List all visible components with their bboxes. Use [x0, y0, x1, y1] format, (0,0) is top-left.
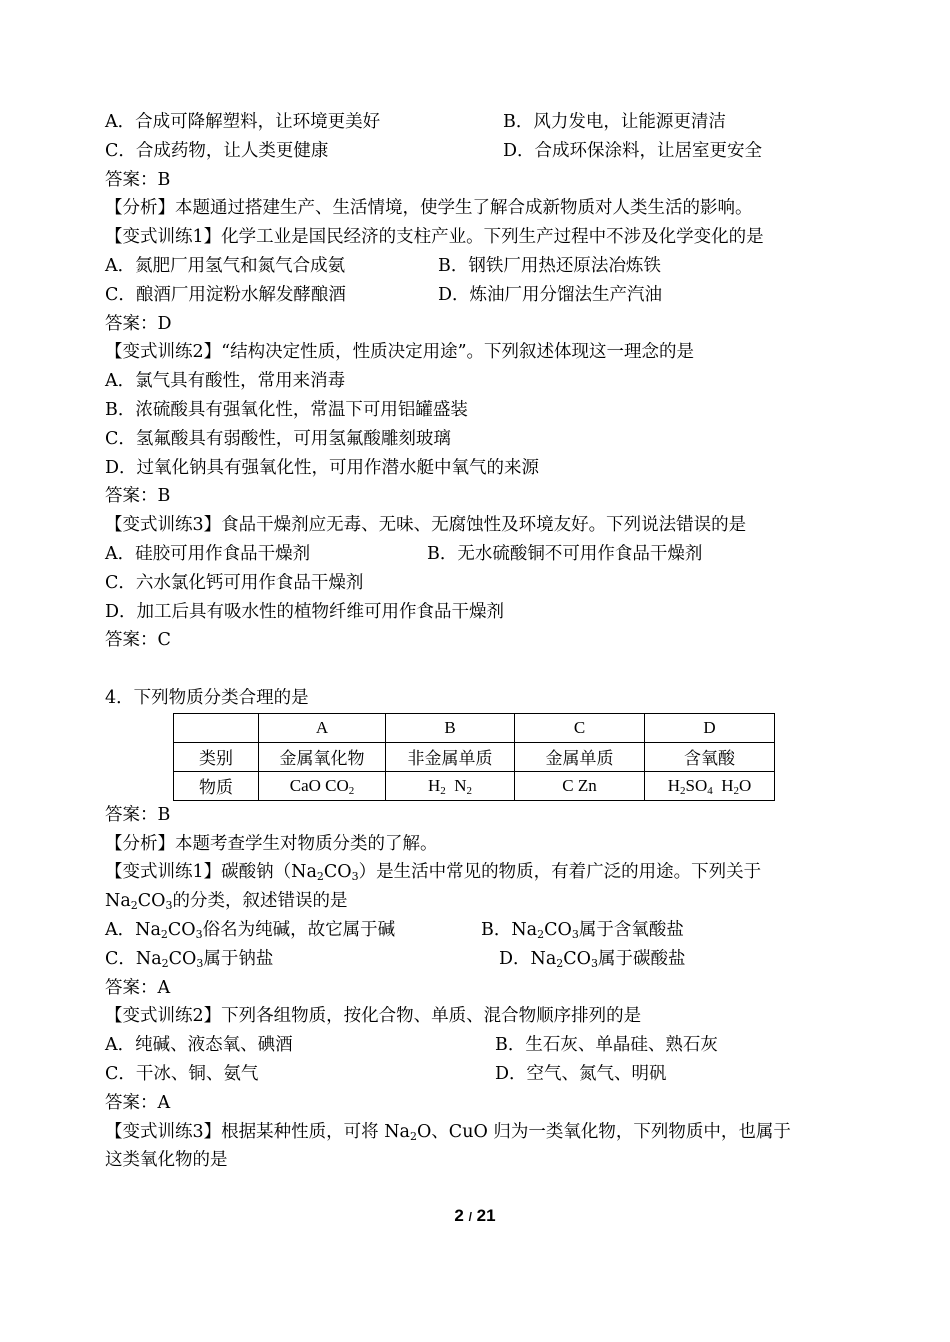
option-c: C．干冰、铜、氨气	[105, 1063, 259, 1084]
option-a: A．$Na_2CO_3$俗名为纯碱，故它属于碱	[105, 919, 396, 941]
variant-question: 【变式训练2】“结构决定性质，性质决定用途”。下列叙述体现这一理念的是	[105, 342, 695, 363]
option-b: B．生石灰、单晶硅、熟石灰	[495, 1035, 718, 1056]
table-row	[174, 771, 775, 800]
table-cell: C Zn	[515, 771, 645, 800]
option-b: B．钢铁厂用热还原法冶炼铁	[438, 255, 661, 276]
option-line	[105, 108, 855, 137]
option-c: C．合成药物，让人类更健康	[105, 140, 329, 161]
variant-question: 【变式训练1】碳酸钠$(Na_2CO_3)$是生活中常见的物质，有着广泛的用途。下列关于	[105, 862, 762, 884]
option-line	[105, 281, 855, 310]
option-b: B．无水硫酸铜不可用作食品干燥剂	[427, 543, 703, 564]
answer-line: 答案：B	[105, 804, 171, 825]
answer-line: 答案：B	[105, 486, 171, 507]
variant-question: 【变式训练2】下列各组物质，按化合物、单质、混合物顺序排列的是	[105, 1006, 642, 1027]
table-cell: $H_2$ $N_2$	[386, 771, 515, 800]
option-line	[105, 252, 855, 281]
option-b: B．风力发电，让能源更清洁	[503, 112, 726, 132]
option-d: D．加工后具有吸水性的植物纤维可用作食品干燥剂	[105, 601, 505, 622]
option-d: D．$Na_2CO_3$属于碳酸盐	[499, 948, 686, 970]
table-cell: A	[259, 713, 386, 742]
option-a: A．合成可降解塑料，让环境更美好	[105, 112, 381, 132]
question-4: 4．下列物质分类合理的是	[105, 687, 309, 708]
table-cell: $H_2SO_4$ $H_2O$	[645, 771, 775, 800]
answer-line: 答案：D	[105, 313, 172, 334]
option-c: C．氢氟酸具有弱酸性，可用氢氟酸雕刻玻璃	[105, 428, 451, 449]
answer-line: 答案：A	[105, 1092, 171, 1113]
table-cell	[174, 713, 259, 742]
variant-question: 【变式训练1】化学工业是国民经济的支柱产业。下列生产过程中不涉及化学变化的是	[105, 227, 764, 248]
table-row	[174, 742, 775, 771]
table-row	[174, 713, 775, 742]
page-number: 2 / 21	[454, 1206, 496, 1225]
option-d: D．炼油厂用分馏法生产汽油	[438, 284, 663, 305]
option-line	[105, 945, 855, 974]
option-b: B．$Na_2CO_3$属于含氧酸盐	[481, 919, 684, 941]
option-c: C．$Na_2CO_3$属于钠盐	[105, 948, 274, 970]
answer-line: 答案：B	[105, 169, 171, 190]
document-page	[105, 108, 855, 1175]
variant-question: 【变式训练3】根据某种性质，可将 $Na_2O$、CuO 归为一类氧化物，下列物质中，也属于	[105, 1121, 791, 1143]
option-c: C．酿酒厂用淀粉水解发酵酿酒	[105, 284, 346, 305]
option-d: D．空气、氮气、明矾	[495, 1063, 667, 1084]
analysis-line: 【分析】本题通过搭建生产、生活情境，使学生了解合成新物质对人类生活的影响。	[105, 198, 753, 219]
option-a: A．硅胶可用作食品干燥剂	[105, 543, 311, 564]
variant-question-cont: $Na_2CO_3$的分类，叙述错误的是	[105, 891, 348, 913]
table-cell: CaO $CO_2$	[259, 771, 386, 800]
analysis-line: 【分析】本题考查学生对物质分类的了解。	[105, 833, 438, 854]
table-cell: 金属单质	[515, 742, 645, 771]
option-c: C．六水氯化钙可用作食品干燥剂	[105, 572, 364, 593]
table-cell: 非金属单质	[386, 742, 515, 771]
table-cell: 类别	[174, 742, 259, 771]
option-a: A．氮肥厂用氢气和氮气合成氨	[105, 255, 346, 276]
classification-table	[173, 713, 775, 801]
option-d: D．合成环保涂料，让居室更安全	[503, 140, 763, 161]
table-cell: 金属氧化物	[259, 742, 386, 771]
option-line	[105, 916, 855, 945]
option-d: D．过氧化钠具有强氧化性，可用作潜水艇中氧气的来源	[105, 457, 540, 478]
table-cell: C	[515, 713, 645, 742]
option-line	[105, 137, 855, 166]
option-line	[105, 1060, 855, 1089]
table-cell: 含氧酸	[645, 742, 775, 771]
table-cell: 物质	[174, 771, 259, 800]
option-b: B．浓硫酸具有强氧化性，常温下可用铝罐盛装	[105, 399, 468, 420]
table-cell: D	[645, 713, 775, 742]
answer-line: 答案：C	[105, 630, 171, 651]
option-line	[105, 1031, 855, 1060]
option-line	[105, 540, 855, 569]
table-cell: B	[386, 713, 515, 742]
answer-line: 答案：A	[105, 977, 171, 998]
variant-question-cont: 这类氧化物的是	[105, 1150, 228, 1171]
option-a: A．氯气具有酸性，常用来消毒	[105, 371, 346, 392]
option-a: A．纯碱、液态氧、碘酒	[105, 1035, 293, 1056]
variant-question: 【变式训练3】食品干燥剂应无毒、无味、无腐蚀性及环境友好。下列说法错误的是	[105, 515, 747, 536]
